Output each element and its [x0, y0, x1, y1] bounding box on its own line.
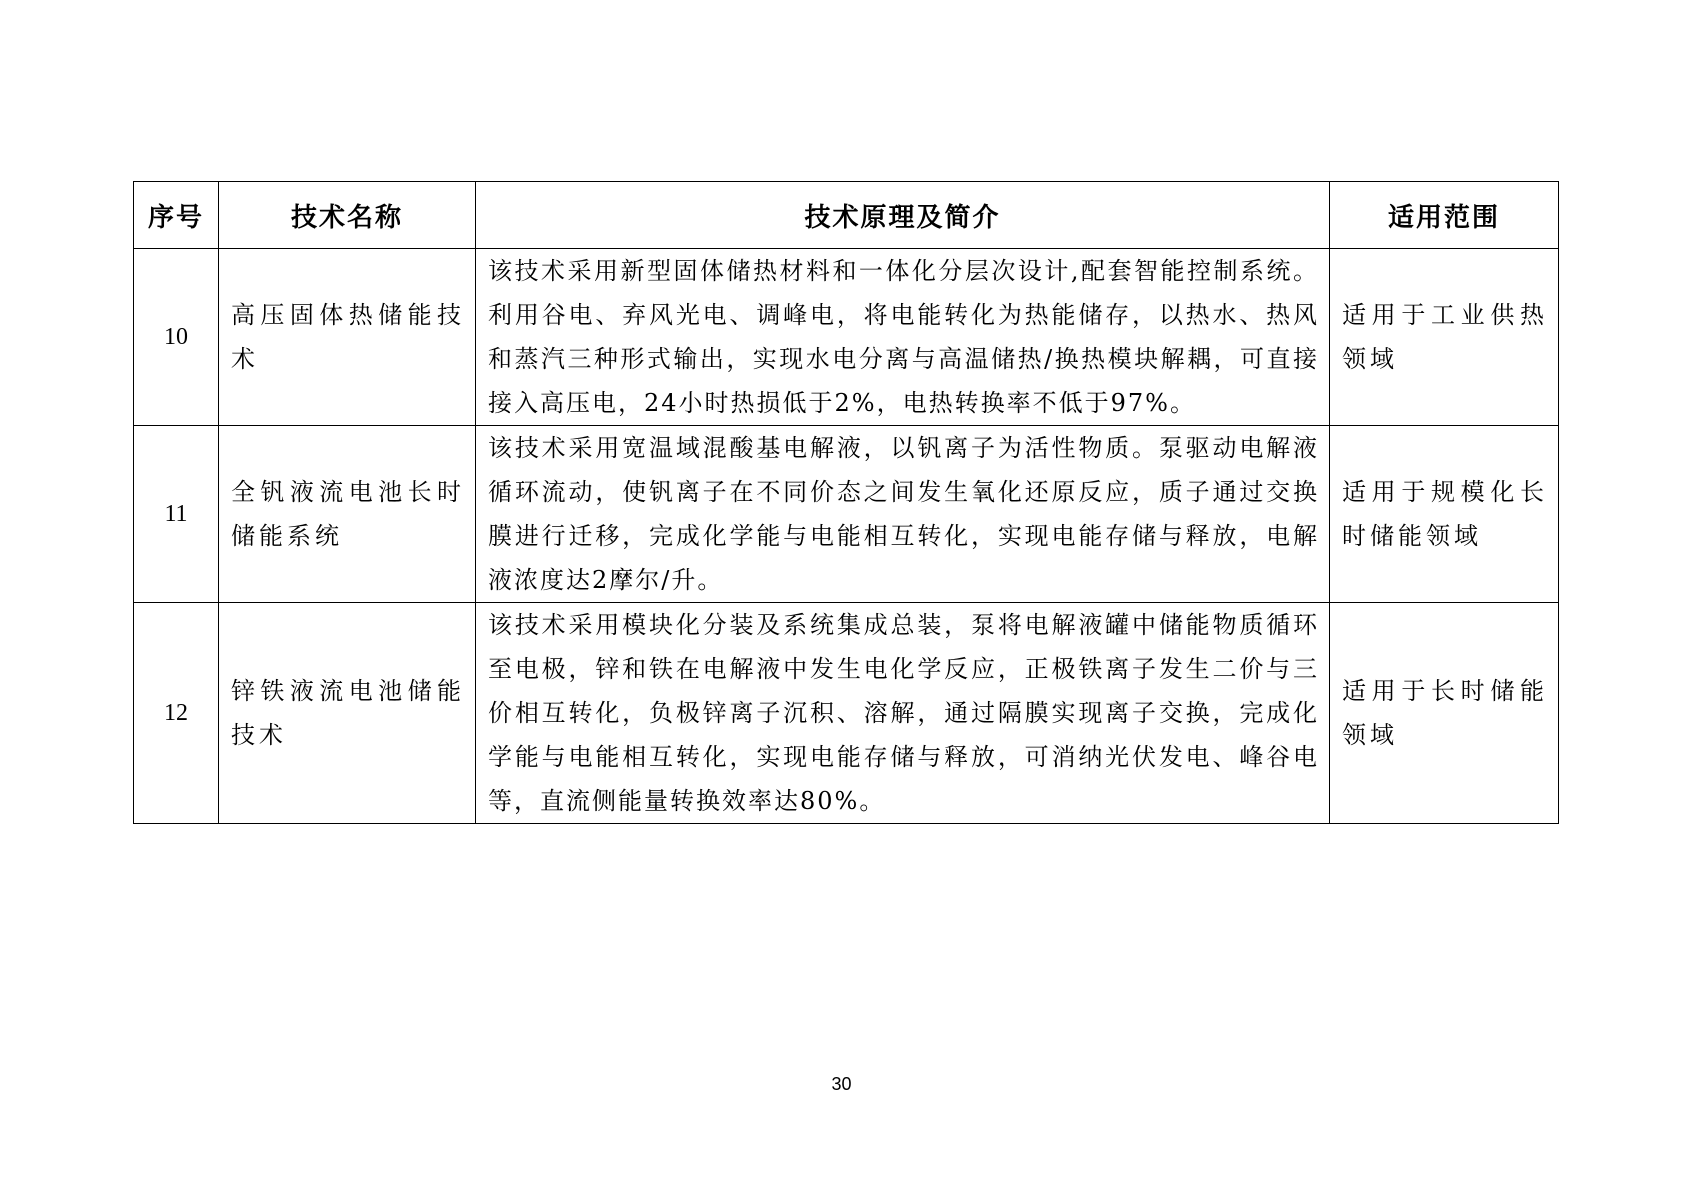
table-row — [134, 603, 1559, 824]
table-row — [134, 426, 1559, 603]
technology-table — [133, 181, 1559, 824]
page-number: 30 — [831, 1074, 852, 1094]
row-technology-name: 锌铁液流电池储能技术 — [219, 603, 476, 824]
header-name: 技术名称 — [219, 182, 476, 249]
row-technology-name: 高压固体热储能技术 — [219, 249, 476, 426]
header-scope: 适用范围 — [1330, 182, 1559, 249]
row-description: 该技术采用新型固体储热材料和一体化分层次设计,配套智能控制系统。利用谷电、弃风光电、调峰电，将电能转化为热能储存，以热水、热风和蒸汽三种形式输出，实现水电分离与高温储热/换热模块解耦，可直接接入高压电，24小时热损低于2%，电热转换率不低于97%。 — [476, 249, 1330, 426]
row-index: 11 — [134, 426, 219, 603]
table-row — [134, 249, 1559, 426]
table-header-row — [134, 182, 1559, 249]
row-description: 该技术采用宽温域混酸基电解液，以钒离子为活性物质。泵驱动电解液循环流动，使钒离子在不同价态之间发生氧化还原反应，质子通过交换膜进行迁移，完成化学能与电能相互转化，实现电能存储与释放，电解液浓度达2摩尔/升。 — [476, 426, 1330, 603]
row-scope: 适用于工业供热领域 — [1330, 249, 1559, 426]
row-scope: 适用于长时储能领域 — [1330, 603, 1559, 824]
row-technology-name: 全钒液流电池长时储能系统 — [219, 426, 476, 603]
header-index: 序号 — [134, 182, 219, 249]
header-description: 技术原理及简介 — [476, 182, 1330, 249]
row-index: 10 — [134, 249, 219, 426]
row-scope: 适用于规模化长时储能领域 — [1330, 426, 1559, 603]
row-index: 12 — [134, 603, 219, 824]
row-description: 该技术采用模块化分装及系统集成总装，泵将电解液罐中储能物质循环至电极，锌和铁在电解液中发生电化学反应，正极铁离子发生二价与三价相互转化，负极锌离子沉积、溶解，通过隔膜实现离子交换，完成化学能与电能相互转化，实现电能存储与释放，可消纳光伏发电、峰谷电等，直流侧能量转换效率达80%。 — [476, 603, 1330, 824]
